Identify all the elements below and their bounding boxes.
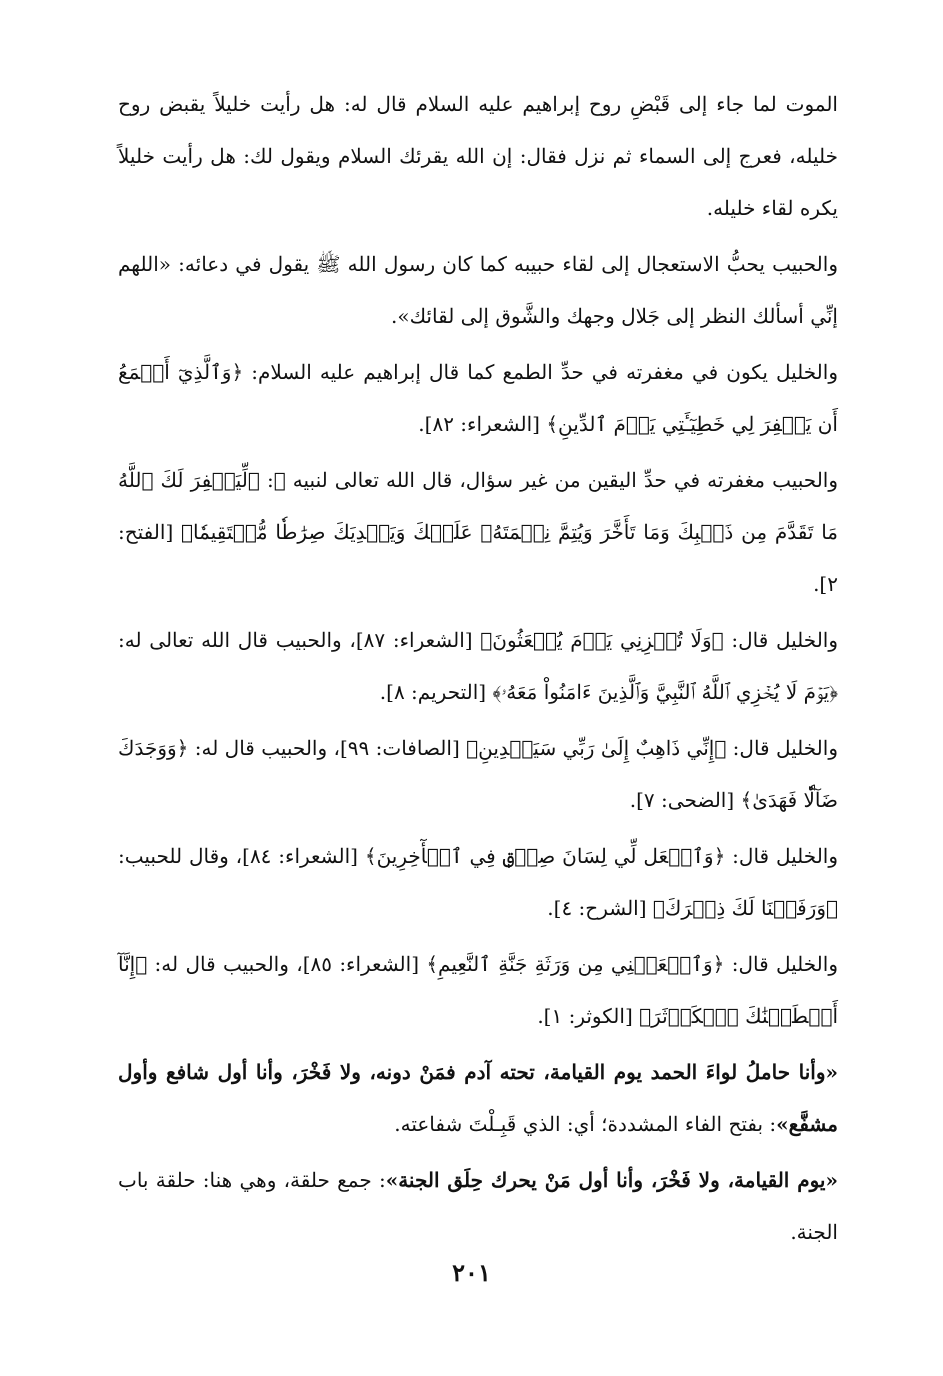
paragraph-3: والخليل يكون في مغفرته في حدِّ الطمع كما قال إبراهيم عليه السلام: ﴿وَٱلَّذِيٓ أَطۡمَعُ أَن يَغۡفِرَ لِي خَطِيٓـَٔتِي يَوۡمَ ٱلدِّينِ﴾ [الشعراء: ٨٢]. bbox=[118, 360, 838, 436]
paragraph-2: والحبيب يحبُّ الاستعجال إلى لقاء حبيبه كما كان رسول الله ﷺ يقول في دعائه: «اللهم إنِّي أسألك النظر إلى جَلال وجهك والشَّوق إلى لقائك». bbox=[118, 252, 838, 328]
hadith-explanation-1: : بفتح الفاء المشددة؛ أي: الذي قَبِـلْتَ شفاعته. bbox=[394, 1112, 777, 1136]
paragraph-5: والخليل قال: ﴿وَلَا تُخۡزِنِي يَوۡمَ يُبۡعَثُونَ﴾ [الشعراء: ٨٧]، والحبيب قال الله تعالى له: ﴿يَوۡمَ لَا يُخۡزِي ٱللَّهُ ٱلنَّبِيَّ وَٱلَّذِينَ ءَامَنُواْ مَعَهُۥ﴾ [التحريم: ٨]. bbox=[118, 628, 839, 704]
hadith-quote-1: «وأنا حاملُ لواءَ الحمد يوم القيامة، تحته آدم فمَنْ دونه، ولا فَخْرَ، وأنا أول شافع وأول مشفَّع» bbox=[118, 1060, 838, 1136]
hadith-explanation-2: : جمع حلقة، وهي هنا: حلقة باب الجنة. bbox=[118, 1168, 838, 1244]
page-number: ٢٠١ bbox=[452, 1258, 491, 1287]
paragraph-9 bbox=[118, 1046, 838, 1150]
hadith-quote-2: «يوم القيامة، ولا فَخْرَ، وأنا أول مَنْ يحرك حِلَق الجنة» bbox=[385, 1168, 838, 1192]
paragraph-1: الموت لما جاء إلى قَبْضِ روح إبراهيم عليه السلام قال له: هل رأيت خليلاً يقبض روح خليله، فعرج إلى السماء ثم نزل فقال: إن الله يقرئك السلام ويقول لك: هل رأيت خليلاً يكره لقاء خليله. bbox=[118, 92, 838, 220]
paragraph-4: والحبيب مغفرته في حدِّ اليقين من غير سؤال، قال الله تعالى لنبيه ﷺ: ﴿لِّيَغۡفِرَ لَكَ ٱللَّهُ مَا تَقَدَّمَ مِن ذَنۢبِكَ وَمَا تَأَخَّرَ وَيُتِمَّ نِعۡمَتَهُۥ عَلَيۡكَ وَيَهۡدِيَكَ صِرَٰطٗا مُّسۡتَقِيمٗا﴾ [الفتح: ٢]. bbox=[118, 468, 838, 596]
paragraph-6: والخليل قال: ﴿إِنِّي ذَاهِبٌ إِلَىٰ رَبِّي سَيَهۡدِينِ﴾ [الصافات: ٩٩]، والحبيب قال له: ﴿وَوَجَدَكَ ضَآلّٗا فَهَدَىٰ﴾ [الضحى: ٧]. bbox=[118, 736, 838, 812]
page-body bbox=[118, 78, 838, 1262]
paragraph-10 bbox=[118, 1154, 838, 1258]
paragraph-7: والخليل قال: ﴿وَٱجۡعَل لِّي لِسَانَ صِدۡقٖ فِي ٱلۡأٓخِرِينَ﴾ [الشعراء: ٨٤]، وقال للحبيب: ﴿وَرَفَعۡنَا لَكَ ذِكۡرَكَ﴾ [الشرح: ٤]. bbox=[118, 844, 839, 920]
paragraph-8: والخليل قال: ﴿وَٱجۡعَلۡنِي مِن وَرَثَةِ جَنَّةِ ٱلنَّعِيمِ﴾ [الشعراء: ٨٥]، والحبيب قال له: ﴿إِنَّآ أَعۡطَيۡنَٰكَ ٱلۡكَوۡثَرَ﴾ [الكوثر: ١]. bbox=[118, 952, 838, 1028]
